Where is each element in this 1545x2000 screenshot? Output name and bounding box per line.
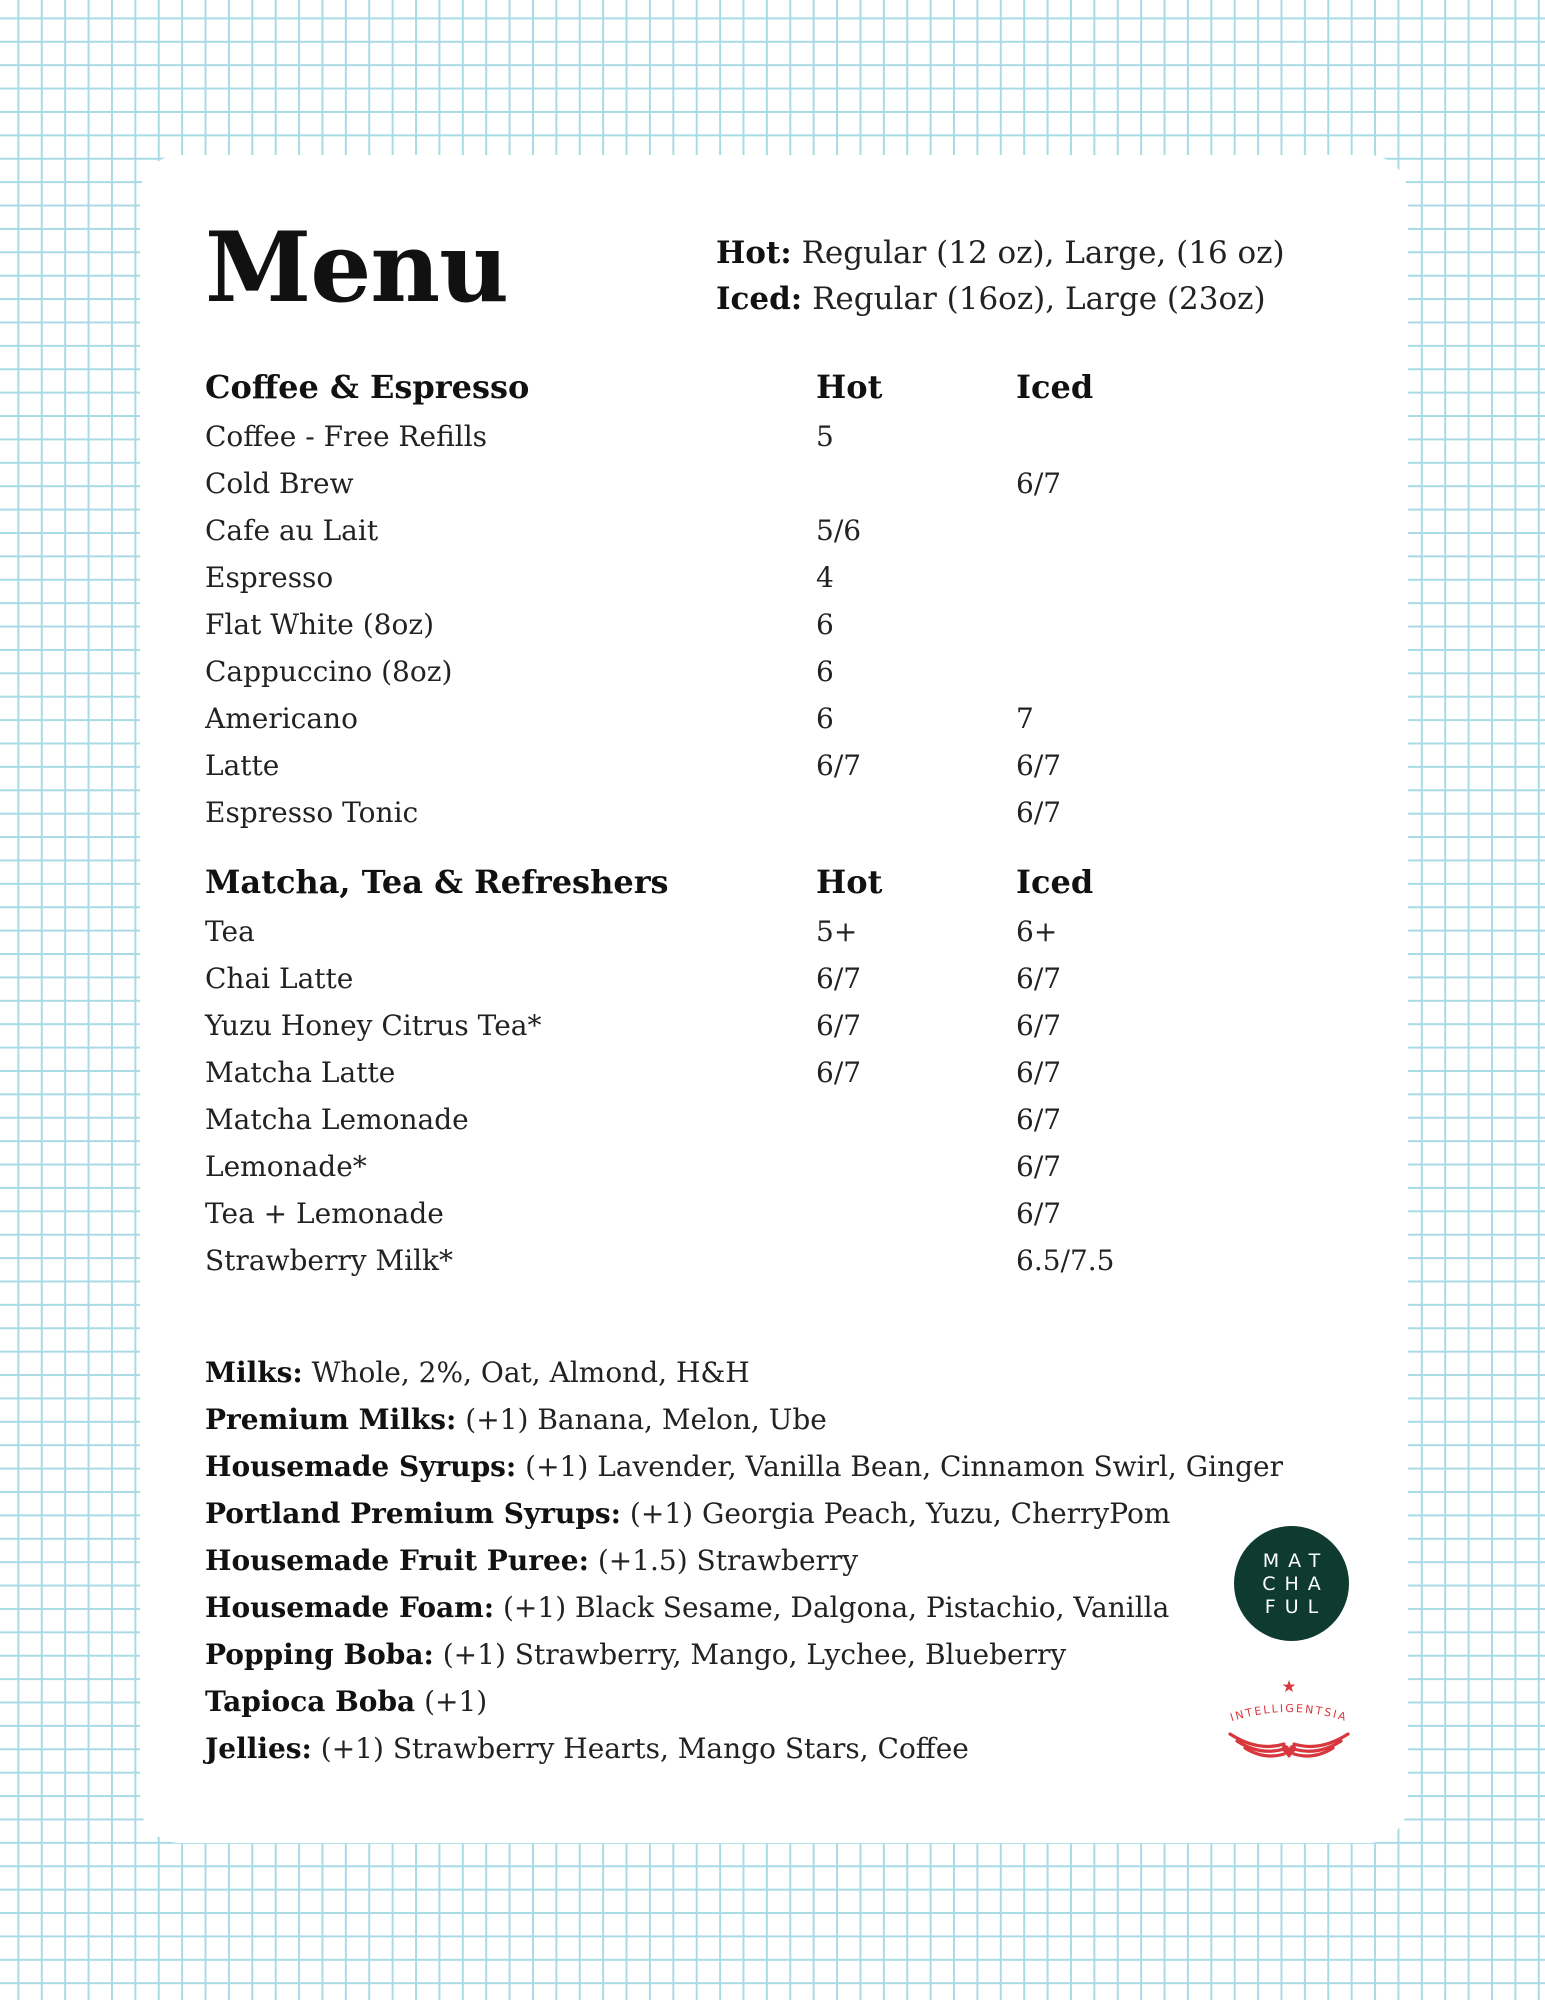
addon-text: Whole, 2%, Oat, Almond, H&H: [302, 1356, 750, 1389]
item-iced-price: 6.5/7.5: [1016, 1244, 1115, 1277]
item-name: Strawberry Milk*: [205, 1244, 454, 1277]
addon-label: Portland Premium Syrups:: [205, 1497, 622, 1530]
column-header-hot: Hot: [816, 863, 883, 901]
item-name: Latte: [205, 749, 280, 782]
item-iced-price: 6/7: [1016, 467, 1062, 500]
item-name: Chai Latte: [205, 962, 354, 995]
item-hot-price: 5+: [816, 915, 858, 948]
hot-sizes-label: Hot:: [716, 235, 792, 271]
addon-text: (+1) Strawberry, Mango, Lychee, Blueberry: [433, 1638, 1067, 1671]
item-name: Cappuccino (8oz): [205, 655, 453, 688]
menu-item-row: [0, 1009, 1545, 1052]
item-name: Matcha Latte: [205, 1056, 396, 1089]
item-hot-price: 5/6: [816, 514, 862, 547]
item-hot-price: 6/7: [816, 1009, 862, 1042]
addon-jellies: [205, 1732, 969, 1765]
menu-item-row: [0, 1103, 1545, 1146]
addon-label: Tapioca Boba: [205, 1685, 416, 1718]
addon-text: (+1) Georgia Peach, Yuzu, CherryPom: [621, 1497, 1171, 1530]
item-hot-price: 6: [816, 608, 834, 641]
addon-text: (+1) Lavender, Vanilla Bean, Cinnamon Swirl, Ginger: [516, 1450, 1283, 1483]
item-name: Coffee - Free Refills: [205, 420, 488, 453]
item-name: Tea + Lemonade: [205, 1197, 444, 1230]
menu-item-row: [0, 1197, 1545, 1240]
addon-tapioca-boba: [205, 1685, 488, 1718]
item-iced-price: 6/7: [1016, 1056, 1062, 1089]
addon-housemade-syrups: [205, 1450, 1283, 1483]
addon-text: (+1) Black Sesame, Dalgona, Pistachio, Vanilla: [494, 1591, 1170, 1624]
addon-label: Housemade Foam:: [205, 1591, 495, 1624]
section-heading-coffee: Coffee & Espresso: [205, 368, 530, 406]
item-iced-price: 6+: [1016, 915, 1058, 948]
item-iced-price: 6/7: [1016, 749, 1062, 782]
menu-item-row: [0, 962, 1545, 1005]
item-iced-price: 6/7: [1016, 1009, 1062, 1042]
item-name: Matcha Lemonade: [205, 1103, 469, 1136]
intelligentsia-wordmark-text: INTELLIGENTSIA: [1228, 1701, 1350, 1725]
addon-label: Jellies:: [205, 1732, 312, 1765]
item-hot-price: 6: [816, 702, 834, 735]
menu-item-row: [0, 608, 1545, 651]
item-iced-price: 6/7: [1016, 1150, 1062, 1183]
hot-sizes-line: [716, 235, 1285, 271]
item-name: Americano: [205, 702, 358, 735]
addon-label: Housemade Fruit Puree:: [205, 1544, 589, 1577]
menu-item-row: [0, 1244, 1545, 1287]
item-hot-price: 6/7: [816, 962, 862, 995]
intelligentsia-logo: [1214, 1676, 1364, 1771]
star-icon: [1283, 1680, 1296, 1692]
matchaful-logo-line: CHA: [1262, 1573, 1330, 1595]
matchaful-logo-line: FUL: [1264, 1596, 1328, 1618]
menu-item-row: [0, 702, 1545, 745]
addon-housemade-foam: [205, 1591, 1170, 1624]
item-iced-price: 6/7: [1016, 1197, 1062, 1230]
matchaful-logo: [1234, 1526, 1349, 1641]
menu-item-row: [0, 420, 1545, 463]
addon-label: Housemade Syrups:: [205, 1450, 517, 1483]
page-title: Menu: [205, 211, 508, 324]
addon-fruit-puree: [205, 1544, 859, 1577]
addon-popping-boba: [205, 1638, 1067, 1671]
item-hot-price: 6/7: [816, 749, 862, 782]
item-iced-price: 6/7: [1016, 962, 1062, 995]
addon-text: (+1): [415, 1685, 488, 1718]
menu-item-row: [0, 467, 1545, 510]
item-name: Espresso: [205, 561, 334, 594]
item-iced-price: 6/7: [1016, 1103, 1062, 1136]
item-hot-price: 6: [816, 655, 834, 688]
menu-item-row: [0, 1056, 1545, 1099]
addon-label: Premium Milks:: [205, 1403, 457, 1436]
column-header-hot: Hot: [816, 368, 883, 406]
addon-portland-syrups: [205, 1497, 1171, 1530]
column-header-iced: Iced: [1016, 368, 1094, 406]
iced-sizes-text: Regular (16oz), Large (23oz): [802, 281, 1266, 317]
matchaful-logo-line: MAT: [1262, 1550, 1330, 1572]
addon-text: (+1.5) Strawberry: [588, 1544, 859, 1577]
item-name: Cold Brew: [205, 467, 354, 500]
item-hot-price: 5: [816, 420, 834, 453]
item-name: Flat White (8oz): [205, 608, 434, 641]
column-header-iced: Iced: [1016, 863, 1094, 901]
iced-sizes-line: [716, 281, 1266, 317]
menu-item-row: [0, 749, 1545, 792]
item-hot-price: 4: [816, 561, 834, 594]
section-heading-matcha-tea: Matcha, Tea & Refreshers: [205, 863, 669, 901]
addon-text: (+1) Strawberry Hearts, Mango Stars, Coffee: [311, 1732, 969, 1765]
heart-icon: [1282, 1745, 1296, 1758]
menu-item-row: [0, 514, 1545, 557]
menu-item-row: [0, 915, 1545, 958]
iced-sizes-label: Iced:: [716, 281, 803, 317]
item-name: Cafe au Lait: [205, 514, 379, 547]
item-iced-price: 7: [1016, 702, 1034, 735]
item-name: Espresso Tonic: [205, 796, 419, 829]
addon-text: (+1) Banana, Melon, Ube: [456, 1403, 827, 1436]
item-iced-price: 6/7: [1016, 796, 1062, 829]
menu-item-row: [0, 796, 1545, 839]
item-name: Yuzu Honey Citrus Tea*: [205, 1009, 542, 1042]
item-name: Lemonade*: [205, 1150, 367, 1183]
addon-label: Popping Boba:: [205, 1638, 434, 1671]
addon-milks: [205, 1356, 750, 1389]
addon-label: Milks:: [205, 1356, 303, 1389]
addon-premium-milks: [205, 1403, 827, 1436]
intelligentsia-wordmark: [1229, 1702, 1350, 1724]
hot-sizes-text: Regular (12 oz), Large, (16 oz): [791, 235, 1285, 271]
item-hot-price: 6/7: [816, 1056, 862, 1089]
menu-item-row: [0, 655, 1545, 698]
item-name: Tea: [205, 915, 255, 948]
menu-item-row: [0, 1150, 1545, 1193]
menu-item-row: [0, 561, 1545, 604]
